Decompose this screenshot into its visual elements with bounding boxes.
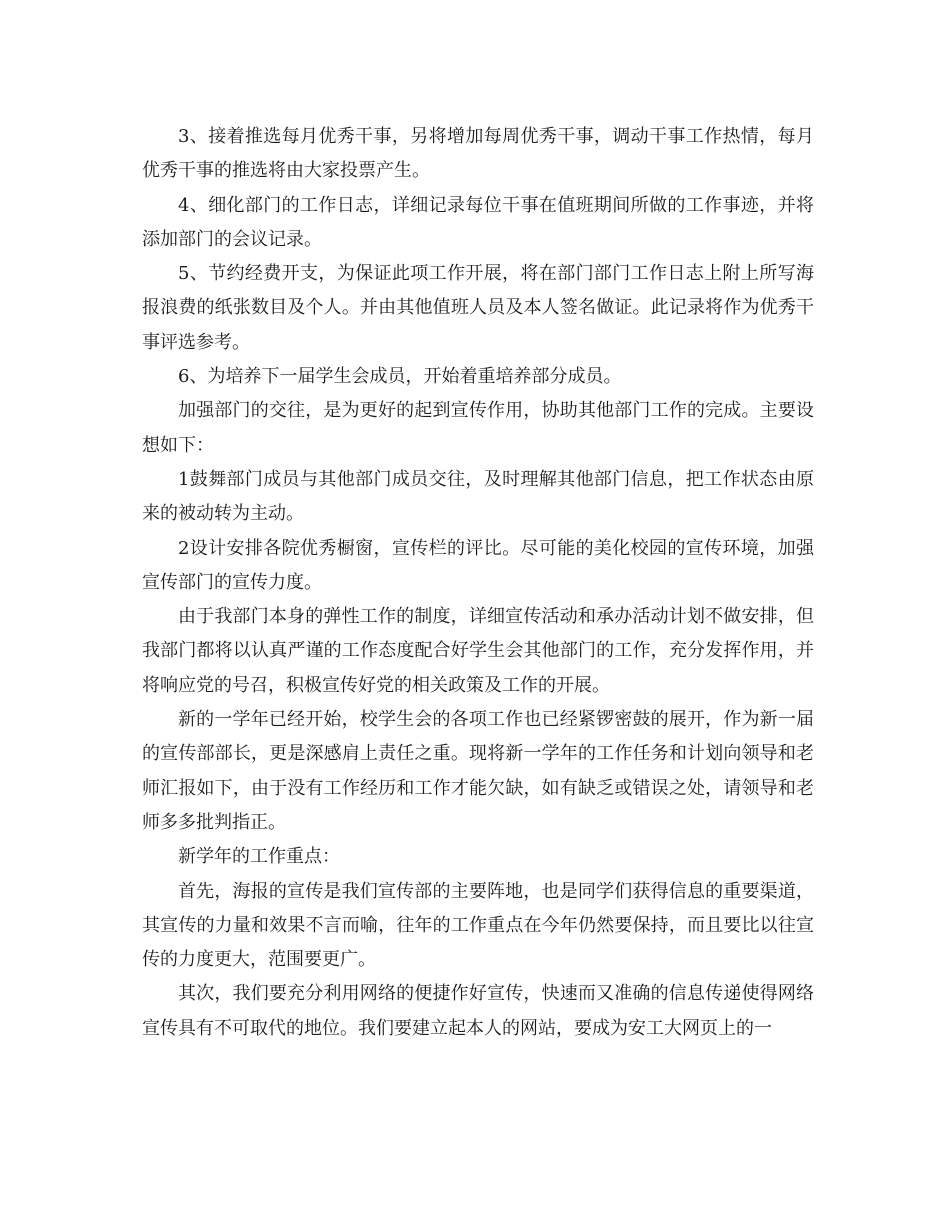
paragraph-item-5: 5、节约经费开支，为保证此项工作开展，将在部门部门工作日志上附上所写海报浪费的纸张数目及个人。并由其他值班人员及本人签名做证。此记录将作为优秀干事评选参考。 [142, 263, 814, 353]
paragraph-network-publicity: 其次，我们要充分利用网络的便捷作好宣传，快速而又准确的信息传递使得网络宣传具有不可取代的地位。我们要建立起本人的网站，要成为安工大网页上的一 [142, 983, 814, 1039]
document-body [142, 120, 814, 1046]
paragraph-item-4: 4、细化部门的工作日志，详细记录每位干事在值班期间所做的工作事迹，并将添加部门的会议记录。 [142, 194, 814, 250]
paragraph-communication-intro: 加强部门的交往，是为更好的起到宣传作用，协助其他部门工作的完成。主要设想如下： [142, 400, 814, 456]
paragraph-poster-publicity: 首先，海报的宣传是我们宣传部的主要阵地，也是同学们获得信息的重要渠道，其宣传的力量和效果不言而喻，往年的工作重点在今年仍然要保持，而且要比以往宣传的力度更大，范围要更广。 [142, 880, 814, 971]
paragraph-plan-2: 2设计安排各院优秀橱窗，宣传栏的评比。尽可能的美化校园的宣传环境，加强宣传部门的宣传力度。 [142, 537, 814, 593]
paragraph-flexible-work: 由于我部门本身的弹性工作的制度，详细宣传活动和承办活动计划不做安排，但我部门都将以认真严谨的工作态度配合好学生会其他部门的工作，充分发挥作用，并将响应党的号召，积极宣传好党的相关政策及工作的开展。 [142, 606, 814, 696]
paragraph-plan-1: 1鼓舞部门成员与其他部门成员交往，及时理解其他部门信息，把工作状态由原来的被动转为主动。 [142, 468, 814, 525]
paragraph-new-year-intro: 新的一学年已经开始，校学生会的各项工作也已经紧锣密鼓的展开，作为新一届的宣传部部长，更是深感肩上责任之重。现将新一学年的工作任务和计划向领导和老师汇报如下，由于没有工作经历和工作才能欠缺，如有缺乏或错误之处，请领导和老师多多批判指正。 [142, 709, 814, 833]
paragraph-item-3: 3、接着推选每月优秀干事，另将增加每周优秀干事，调动干事工作热情，每月优秀干事的推选将由大家投票产生。 [142, 126, 814, 182]
paragraph-work-focus-heading: 新学年的工作重点： [178, 846, 340, 868]
paragraph-item-6: 6、为培养下一届学生会成员，开始着重培养部分成员。 [178, 366, 622, 388]
